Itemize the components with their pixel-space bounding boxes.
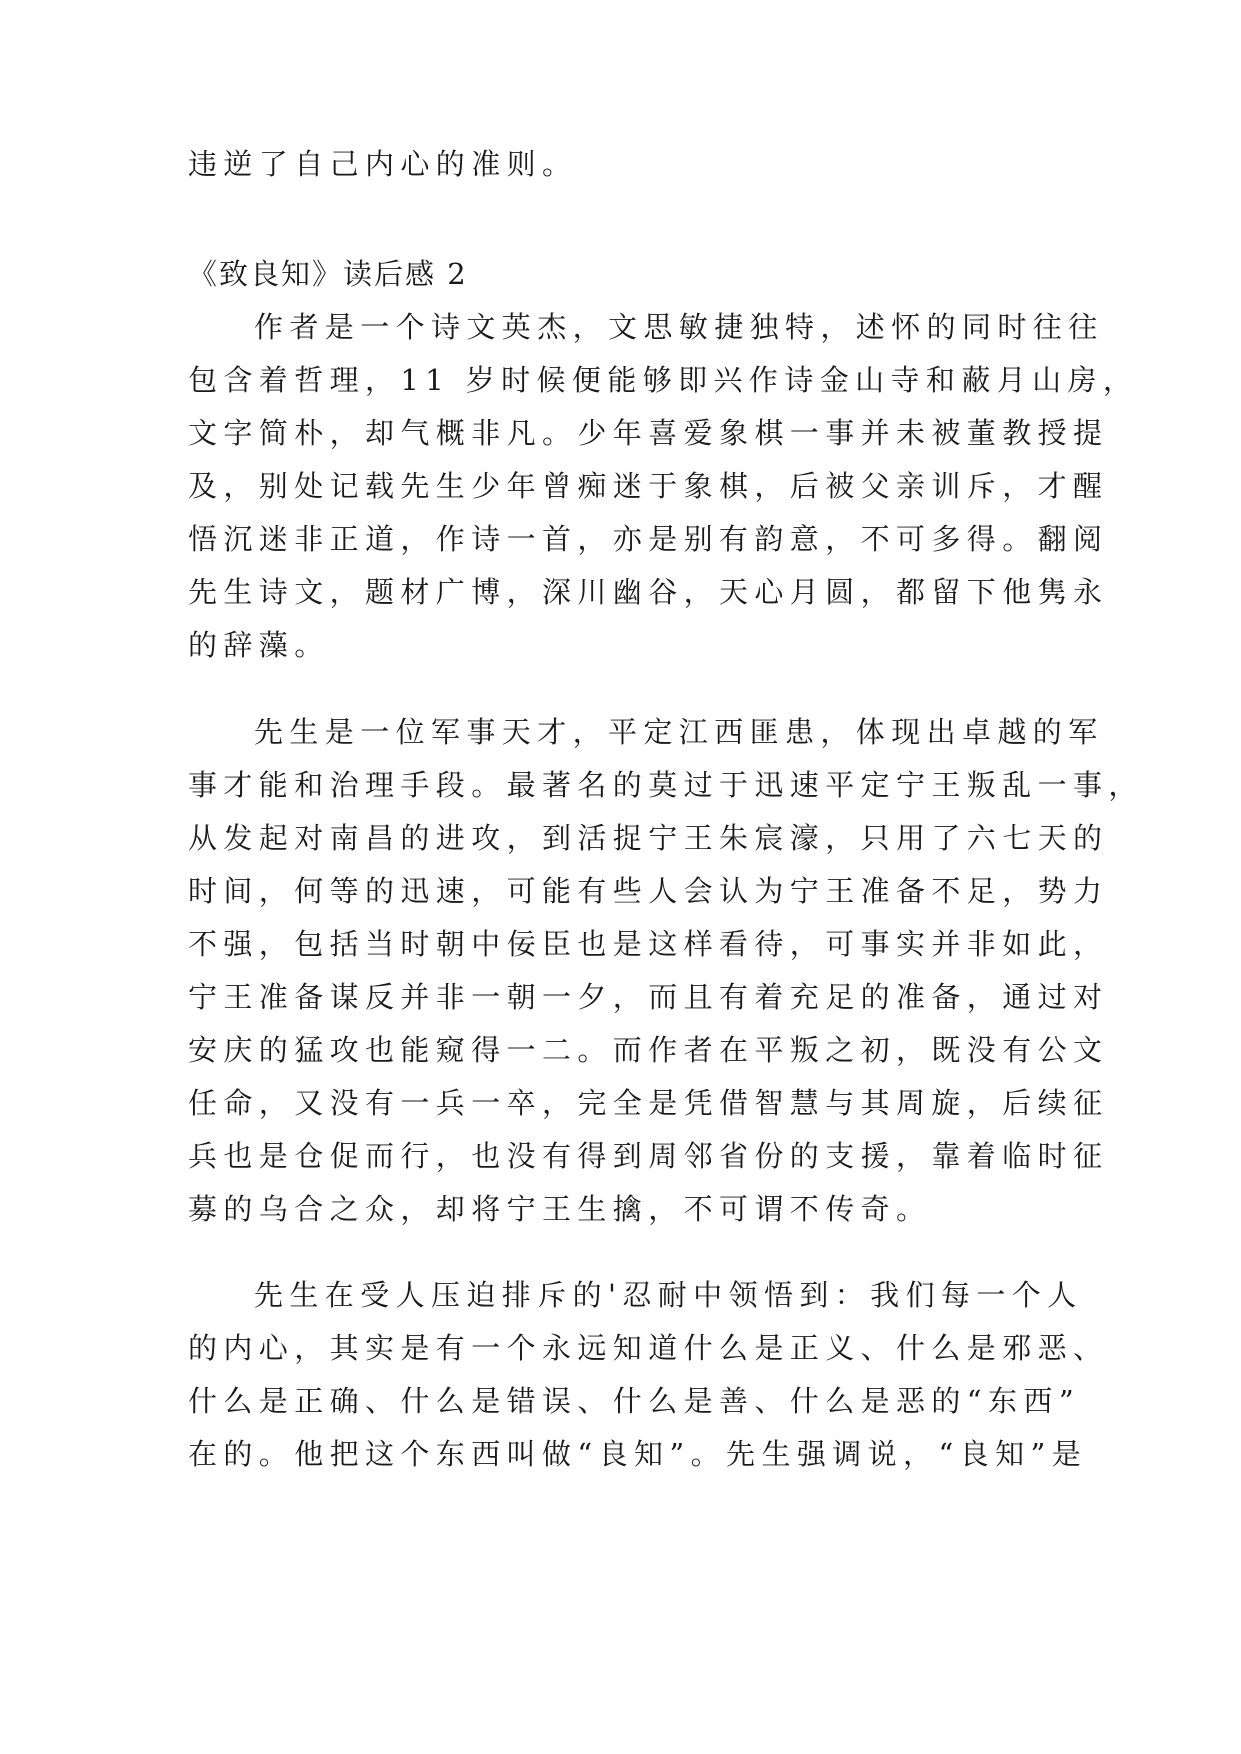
- paragraph-line: 包含着哲理，11 岁时候便能够即兴作诗金山寺和蔽月山房，: [188, 363, 1139, 397]
- paragraph-line: 作者是一个诗文英杰，文思敏捷独特，述怀的同时往往: [254, 310, 1104, 344]
- lead-line: 违逆了自己内心的准则。: [188, 147, 578, 181]
- paragraph-line: 在的。他把这个东西叫做“良知”。先生强调说，“良知”是: [188, 1437, 1088, 1471]
- paragraph-line: 先生在受人压迫排斥的'忍耐中领悟到：我们每一个人: [254, 1278, 1083, 1312]
- paragraph-line: 文字简朴，却气概非凡。少年喜爱象棋一事并未被董教授提: [188, 416, 1109, 450]
- paragraph-line: 安庆的猛攻也能窥得一二。而作者在平叛之初，既没有公文: [188, 1033, 1109, 1067]
- paragraph-line: 任命，又没有一兵一卒，完全是凭借智慧与其周旋，后续征: [188, 1086, 1109, 1120]
- paragraph-line: 的辞藻。: [188, 628, 330, 662]
- paragraph-line: 什么是正确、什么是错误、什么是善、什么是恶的“东西”: [188, 1384, 1081, 1418]
- paragraph-line: 及，别处记载先生少年曾痴迷于象棋，后被父亲训斥，才醒: [188, 469, 1109, 503]
- document-page: [188, 0, 1144, 1754]
- paragraph-line: 先生诗文，题材广博，深川幽谷，天心月圆，都留下他隽永: [188, 575, 1109, 609]
- paragraph-line: 兵也是仓促而行，也没有得到周邻省份的支援，靠着临时征: [188, 1139, 1109, 1173]
- paragraph-line: 事才能和治理手段。最著名的莫过于迅速平定宁王叛乱一事，: [188, 768, 1144, 802]
- paragraph-line: 募的乌合之众，却将宁王生擒，不可谓不传奇。: [188, 1192, 932, 1226]
- paragraph-line: 宁王准备谋反并非一朝一夕，而且有着充足的准备，通过对: [188, 980, 1109, 1014]
- section-heading: 《致良知》读后感 2: [188, 257, 468, 291]
- paragraph-line: 先生是一位军事天才，平定江西匪患，体现出卓越的军: [254, 715, 1104, 749]
- paragraph-line: 的内心，其实是有一个永远知道什么是正义、什么是邪恶、: [188, 1331, 1109, 1365]
- paragraph-line: 不强，包括当时朝中佞臣也是这样看待，可事实并非如此，: [188, 927, 1109, 961]
- paragraph-line: 时间，何等的迅速，可能有些人会认为宁王准备不足，势力: [188, 874, 1109, 908]
- paragraph-line: 从发起对南昌的进攻，到活捉宁王朱宸濠，只用了六七天的: [188, 821, 1109, 855]
- paragraph-line: 悟沉迷非正道，作诗一首，亦是别有韵意，不可多得。翻阅: [188, 522, 1109, 556]
